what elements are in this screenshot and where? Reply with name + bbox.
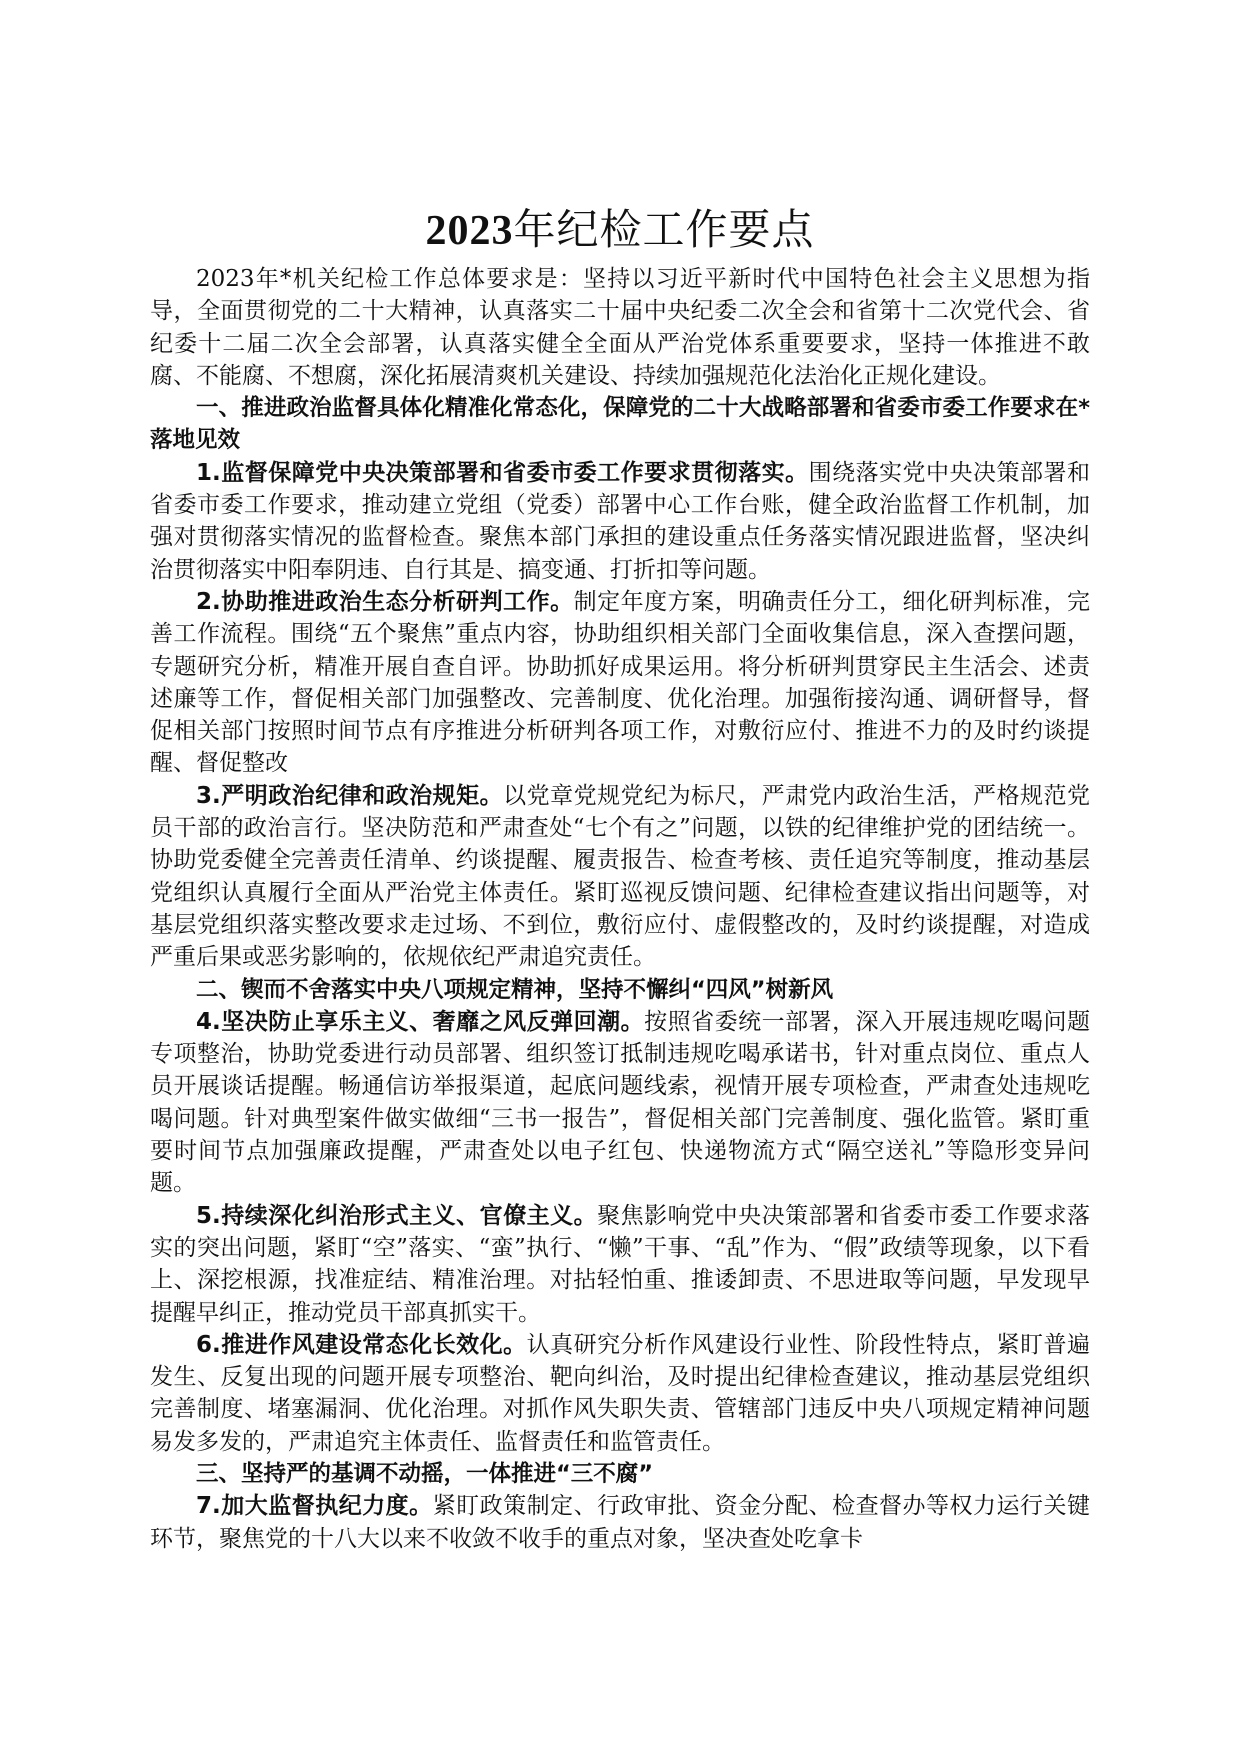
item-lead-6: 6.推进作风建设常态化长效化。 xyxy=(196,1331,527,1358)
item-body-4: 按照省委统一部署，深入开展违规吃喝问题专项整治，协助党委进行动员部署、组织签订抵制违规吃喝承诺书，针对重点岗位、重点人员开展谈话提醒。畅通信访举报渠道，起底问题线索，视情开展专项检查，严肃查处违规吃喝问题。针对典型案件做实做细“三书一报告”，督促相关部门完善制度、强化监管。紧盯重要时间节点加强廉政提醒，严肃查处以电子红包、快递物流方式“隔空送礼”等隐形变异问题。 xyxy=(150,1008,1091,1197)
section-heading-1: 一、推进政治监督具体化精准化常态化，保障党的二十大战略部署和省委市委工作要求在*落地见效 xyxy=(150,395,1090,454)
item-lead-7: 7.加大监督执纪力度。 xyxy=(196,1493,433,1520)
item-lead-2: 2.协助推进政治生态分析研判工作。 xyxy=(196,588,574,615)
document-title xyxy=(150,200,1090,261)
item-body-2: 制定年度方案，明确责任分工，细化研判标准，完善工作流程。围绕“五个聚焦”重点内容，协助组织相关部门全面收集信息，深入查摆问题，专题研究分析，精准开展自查自评。协助抓好成果运用。将分析研判贯穿民主生活会、述责述廉等工作，督促相关部门加强整改、完善制度、优化治理。加强衔接沟通、调研督导，督促相关部门按照时间节点有序推进分析研判各项工作，对敷衍应付、推进不力的及时约谈提醒、督促整改 xyxy=(150,588,1090,777)
item-paragraph-4 xyxy=(150,1006,1090,1200)
title-year: 2023 xyxy=(425,208,514,254)
item-paragraph-1 xyxy=(150,457,1090,586)
intro-paragraph: 2023年*机关纪检工作总体要求是：坚持以习近平新时代中国特色社会主义思想为指导，全面贯彻党的二十大精神，认真落实二十届中央纪委二次全会和省第十二次党代会、省纪委十二届二次全会部署，认真落实健全全面从严治党体系重要要求，坚持一体推进不敢腐、不能腐、不想腐，深化拓展清爽机关建设、持续加强规范化法治化正规化建设。 xyxy=(150,266,1090,389)
item-lead-5: 5.持续深化纠治形式主义、官僚主义。 xyxy=(196,1202,598,1229)
item-paragraph-6 xyxy=(150,1329,1090,1458)
document-page xyxy=(150,200,1090,1555)
item-lead-4: 4.坚决防止享乐主义、奢靡之风反弹回潮。 xyxy=(196,1008,645,1035)
item-paragraph-7 xyxy=(150,1490,1090,1555)
section-heading-2: 二、锲而不舍落实中央八项规定精神，坚持不懈纠“四风”树新风 xyxy=(196,976,834,1003)
item-lead-1: 1.监督保障党中央决策部署和省委市委工作要求贯彻落实。 xyxy=(196,459,809,486)
title-text: 年纪检工作要点 xyxy=(513,205,815,254)
item-body-5: 聚焦影响党中央决策部署和省委市委工作要求落实的突出问题，紧盯“空”落实、“蛮”执行、“懒”干事、“乱”作为、“假”政绩等现象，以下看上、深挖根源，找准症结、精准治理。对拈轻怕重、推诿卸责、不思进取等问题，早发现早提醒早纠正，推动党员干部真抓实干。 xyxy=(150,1202,1091,1326)
item-paragraph-2 xyxy=(150,586,1090,780)
item-body-7: 紧盯政策制定、行政审批、资金分配、检查督办等权力运行关键环节，聚焦党的十八大以来不收敛不收手的重点对象，坚决查处吃拿卡 xyxy=(150,1493,1091,1552)
item-body-6: 认真研究分析作风建设行业性、阶段性特点，紧盯普遍发生、反复出现的问题开展专项整治、靶向纠治，及时提出纪律检查建议，推动基层党组织完善制度、堵塞漏洞、优化治理。对抓作风失职失责、管辖部门违反中央八项规定精神问题易发多发的，严肃追究主体责任、监督责任和监管责任。 xyxy=(150,1331,1091,1455)
item-lead-3: 3.严明政治纪律和政治规矩。 xyxy=(196,782,504,809)
item-paragraph-5 xyxy=(150,1200,1090,1329)
section-heading-3: 三、坚持严的基调不动摇，一体推进“三不腐” xyxy=(196,1460,654,1487)
item-body-3: 以党章党规党纪为标尺，严肃党内政治生活，严格规范党员干部的政治言行。坚决防范和严肃查处“七个有之”问题，以铁的纪律维护党的团结统一。协助党委健全完善责任清单、约谈提醒、履责报告、检查考核、责任追究等制度，推动基层党组织认真履行全面从严治党主体责任。紧盯巡视反馈问题、纪律检查建议指出问题等，对基层党组织落实整改要求走过场、不到位，敷衍应付、虚假整改的，及时约谈提醒，对造成严重后果或恶劣影响的，依规依纪严肃追究责任。 xyxy=(150,782,1090,971)
item-paragraph-3 xyxy=(150,780,1090,974)
item-body-1: 围绕落实党中央决策部署和省委市委工作要求，推动建立党组（党委）部署中心工作台账，健全政治监督工作机制，加强对贯彻落实情况的监督检查。聚焦本部门承担的建设重点任务落实情况跟进监督，坚决纠治贯彻落实中阳奉阴违、自行其是、搞变通、打折扣等问题。 xyxy=(150,459,1091,583)
